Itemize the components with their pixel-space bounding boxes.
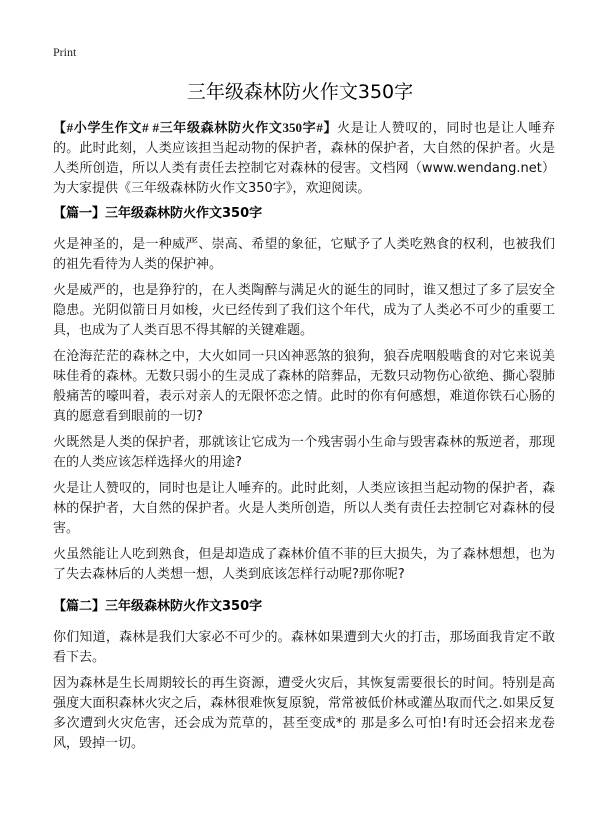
paragraph: 你们知道，森林是我们大家必不可少的。森林如果遭到大火的打击，那场面我肯定不敢看下去。 — [53, 630, 555, 665]
intro-tag: 【#小学生作文# #三年级森林防火作文350字#】 — [53, 120, 338, 135]
section-heading-1: 【篇一】三年级森林防火作文350字 — [53, 206, 263, 221]
intro-text: 火是让人赞叹的，同时也是让人唾弃的。此时此刻，人类应该担当起动物的保护者，森林的保护者，大自然的保护者。火是人类所创造，所以人类有责任去控制它对森林的侵害。文档网（www.wendang.net）为大家提供《三年级森林防火作文350字》，欢迎阅读。 — [53, 121, 555, 196]
paragraph: 因为森林是生长周期较长的再生资源，遭受火灾后，其恢复需要很长的时间。特别是高强度大面积森林火灾之后，森林很难恢复原貌，常常被低价林或灌丛取而代之.如果反复多次遭到火灾危害，还会成为荒草的，甚至变成*的 那是多么可怕!有时还会招来龙卷风，毁掉一切。 — [53, 676, 555, 751]
intro-paragraph — [53, 118, 555, 199]
paragraph: 火是神圣的，是一种威严、崇高、希望的象征，它赋予了人类吃熟食的权利，也被我们的祖先看待为人类的保护神。 — [53, 237, 555, 272]
section-heading-2: 【篇二】三年级森林防火作文350字 — [53, 599, 263, 614]
paragraph: 在沧海茫茫的森林之中，大火如同一只凶神恶煞的狼狗，狼吞虎咽般啮食的对它来说美味佳肴的森林。无数只弱小的生灵成了森林的陪葬品，无数只动物伤心欲绝、撕心裂肺般痛苦的嚎叫着，表示对亲人的无限怀恋之情。此时的你有何感想，难道你铁石心肠的真的愿意看到眼前的一切? — [53, 349, 555, 424]
page-title: 三年级森林防火作文350字 — [186, 81, 414, 103]
print-link[interactable]: Print — [53, 45, 77, 59]
paragraph: 火是让人赞叹的，同时也是让人唾弃的。此时此刻，人类应该担当起动物的保护者，森林的保护者，大自然的保护者。火是人类所创造，所以人类有责任去控制它对森林的侵害。 — [53, 481, 555, 536]
paragraph: 火虽然能让人吃到熟食，但是却造成了森林价值不菲的巨大损失，为了森林想想，也为了失去森林后的人类想一想，人类到底该怎样行动呢?那你呢? — [53, 547, 555, 582]
paragraph: 火是威严的，也是狰狞的，在人类陶醉与满足火的诞生的同时，谁又想过了多了层安全隐患。光阴似箭日月如梭，火已经传到了我们这个年代，成为了人类必不可少的重要工具，也成为了人类百思不得其解的关键难题。 — [53, 283, 555, 338]
paragraph: 火既然是人类的保护者，那就该让它成为一个残害弱小生命与毁害森林的叛逆者，那现在的人类应该怎样选择火的用途? — [53, 435, 555, 470]
